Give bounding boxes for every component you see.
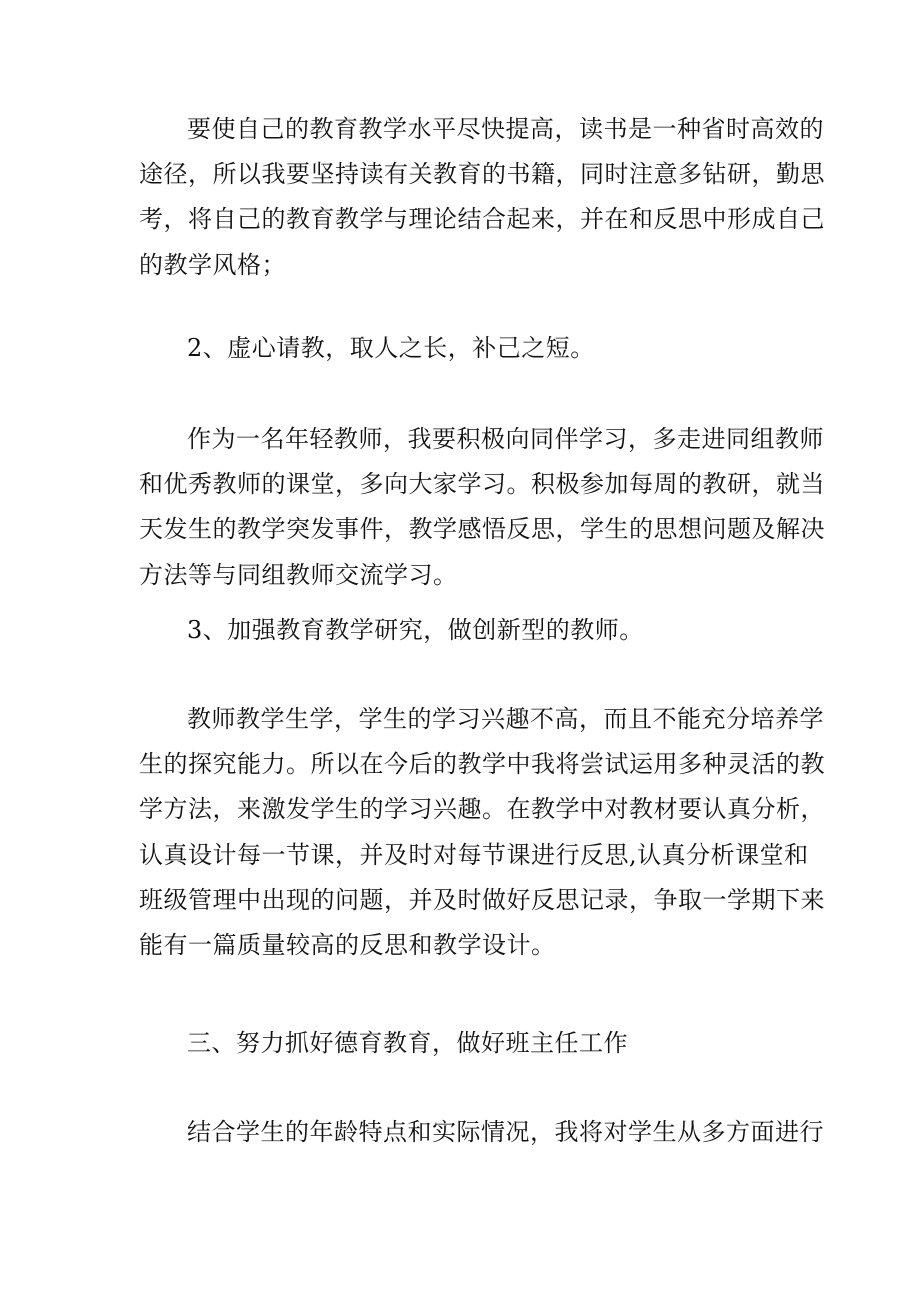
- paragraph-line: 班级管理中出现的问题，并及时做好反思记录，争取一学期下来: [139, 885, 825, 914]
- heading-3: [139, 608, 799, 653]
- paragraph-line: 天发生的教学突发事件，教学感悟反思，学生的思想问题及解决: [139, 515, 825, 544]
- paragraph-line: 教师教学生学，学生的学习兴趣不高，而且不能充分培养学: [187, 705, 824, 733]
- paragraph-line: 途径，所以我要坚持读有关教育的书籍，同时注意多钻研，勤思: [139, 160, 825, 189]
- paragraph-line: 作为一名年轻教师，我要积极向同伴学习，多走进同组教师: [187, 425, 824, 453]
- paragraph-line: 生的探究能力。所以在今后的教学中我将尝试运用多种灵活的教: [139, 750, 825, 779]
- paragraph-peer-learning: [139, 417, 825, 598]
- paragraph-line: 结合学生的年龄特点和实际情况，我将对学生从多方面进行: [187, 1118, 824, 1146]
- paragraph-line: 学方法，来激发学生的学习兴趣。在教学中对教材要认真分析，: [139, 795, 825, 824]
- heading-2: [139, 326, 799, 371]
- section-heading: 3、加强教育教学研究，做创新型的教师。: [187, 616, 644, 644]
- paragraph-line: 考，将自己的教育教学与理论结合起来，并在和反思中形成自己: [139, 205, 825, 234]
- heading-section-three: [139, 1021, 799, 1066]
- paragraph-moral-education: [139, 1110, 824, 1155]
- paragraph-line: 认真设计每一节课，并及时对每节课进行反思,认真分析课堂和: [139, 840, 809, 869]
- paragraph-line: 方法等与同组教师交流学习。: [139, 560, 458, 589]
- section-heading: 三、努力抓好德育教育，做好班主任工作: [187, 1029, 628, 1057]
- section-heading: 2、虚心请教，取人之长，补己之短。: [187, 334, 595, 362]
- paragraph-line: 和优秀教师的课堂，多向大家学习。积极参加每周的教研，就当: [139, 470, 825, 499]
- paragraph-line: 要使自己的教育教学水平尽快提高，读书是一种省时高效的: [187, 115, 824, 143]
- paragraph-research: [139, 697, 825, 968]
- paragraph-line: 的教学风格；: [139, 250, 286, 279]
- paragraph-reading: [139, 107, 825, 288]
- paragraph-line: 能有一篇质量较高的反思和教学设计。: [139, 930, 556, 959]
